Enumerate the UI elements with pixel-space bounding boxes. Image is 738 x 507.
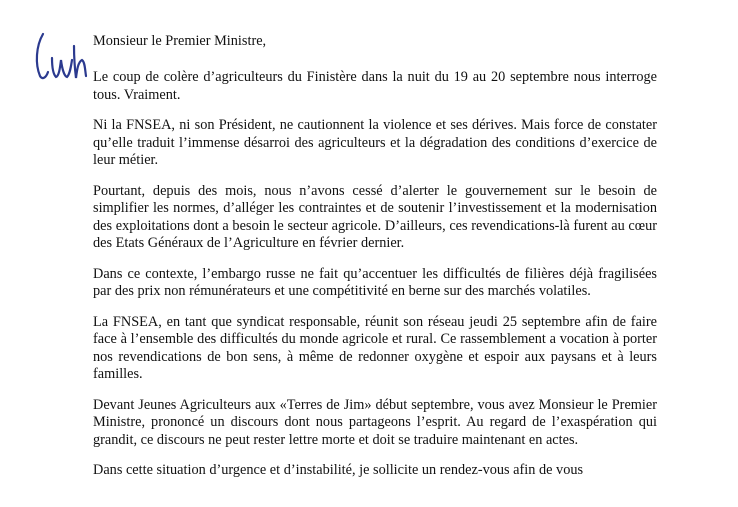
- paragraph: Pourtant, depuis des mois, nous n’avons cessé d’alerter le gouvernement sur le besoin de simplifier les normes, d’alléger les contraintes et de soutenir l’investissement et la modernisation des exploitations dont a besoin le secteur agricole. D’ailleurs, ces revendications-là furent au cœur des Etats Généraux de l’Agriculture en février dernier.: [93, 182, 657, 251]
- salutation: Monsieur le Premier Ministre,: [93, 33, 267, 49]
- paragraph-truncated: Dans cette situation d’urgence et d’instabilité, je sollicite un rendez-vous afin de vous: [93, 462, 584, 478]
- paragraph: La FNSEA, en tant que syndicat responsable, réunit son réseau jeudi 25 septembre afin de faire face à l’ensemble des difficultés du monde agricole et rural. Ce rassemblement a vocation à porter nos revendications de bon sens, à même de redonner oxygène et espoir aux paysans et à leurs familles.: [93, 313, 657, 382]
- letter-body: [93, 69, 657, 493]
- paragraph: Devant Jeunes Agriculteurs aux «Terres de Jim» début septembre, vous avez Monsieur le Premier Ministre, prononcé un discours dont nous partageons l’esprit. Au regard de l’exaspération qui grandit, ce discours ne peut rester lettre morte et doit se traduire maintenant en actes.: [93, 396, 657, 448]
- paragraph: Ni la FNSEA, ni son Président, ne cautionnent la violence et ses dérives. Mais force de constater qu’elle traduit l’immense désarroi des agriculteurs et la dégradation des conditions d’exercice de leur métier.: [93, 117, 657, 168]
- paragraph: Le coup de colère d’agriculteurs du Finistère dans la nuit du 19 au 20 septembre nous interroge tous. Vraiment.: [93, 69, 657, 103]
- handwritten-initials: [30, 24, 88, 84]
- paragraph: Dans ce contexte, l’embargo russe ne fait qu’accentuer les difficultés de filières déjà fragilisées par des prix non rémunérateurs et une compétitivité en berne sur des marchés volatiles.: [93, 265, 657, 299]
